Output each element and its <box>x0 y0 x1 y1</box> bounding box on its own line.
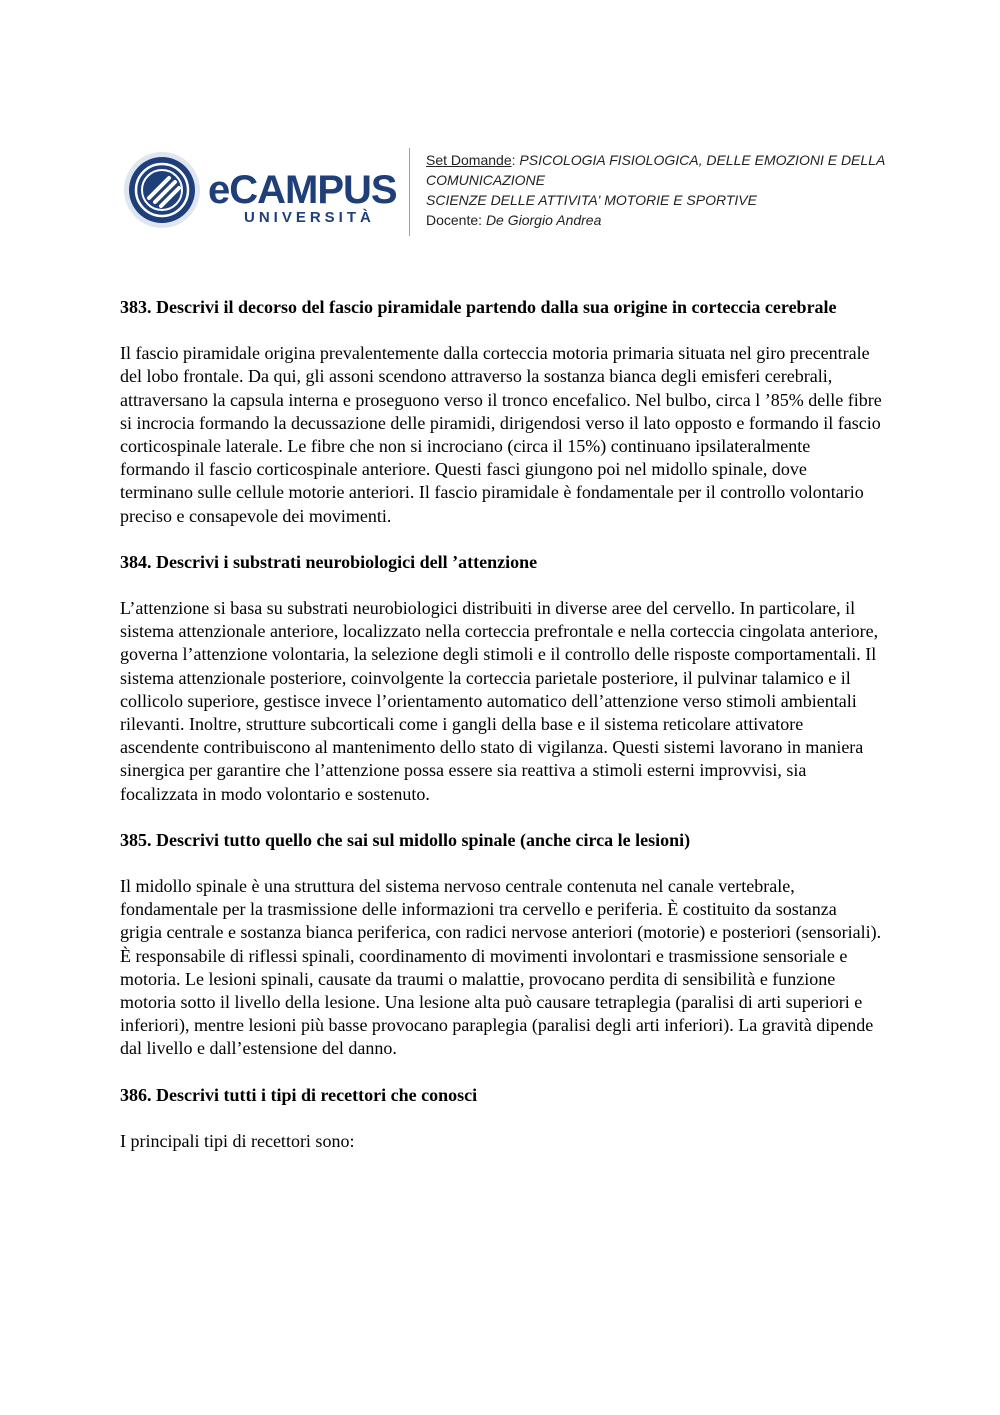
docente-value: De Giorgio Andrea <box>485 212 602 228</box>
header-divider <box>409 148 410 236</box>
ecampus-logo <box>122 148 402 238</box>
document-header <box>122 148 885 238</box>
question-title-383: 383. Descrivi il decorso del fascio piramidale partendo dalla sua origine in corteccia cerebrale <box>120 297 837 317</box>
answer-text-384: L’attenzione si basa su substrati neurobiologici distribuiti in diverse aree del cervello. In particolare, il sistema attenzionale anteriore, localizzato nella corteccia prefrontale e nella corteccia cingolata anteriore, governa l’attenzione volontaria, la selezione degli stimoli e il controllo delle risposte comportamentali. Il sistema attenzionale posteriore, coinvolgente la corteccia parietale posteriore, il pulvinar talamico e il collicolo superiore, gestisce invece l’orientamento automatico dell’attenzione verso stimoli ambientali rilevanti. Inoltre, strutture subcorticali come i gangli della base e il sistema reticolare attivatore ascendente contribuiscono al mantenimento dello stato di vigilanza. Questi sistemi lavorano in maniera sinergica per garantire che l’attenzione possa essere sia reattiva a stimoli esterni improvvisi, sia focalizzata in modo volontario e sostenuto. <box>120 598 879 804</box>
logo-subtitle: UNIVERSITÀ <box>244 209 375 226</box>
question-title-384: 384. Descrivi i substrati neurobiologici dell ’attenzione <box>120 551 538 572</box>
document-body <box>120 296 882 1176</box>
set-separator: : <box>511 152 520 168</box>
logo-wordmark: eCAMPUS <box>208 168 397 212</box>
set-value-1: PSICOLOGIA FISIOLOGICA, DELLE EMOZIONI E DELLA COMUNICAZIONE <box>426 152 885 188</box>
set-label: Set Domande <box>426 152 512 168</box>
docente-line <box>426 210 886 230</box>
header-info <box>426 150 886 230</box>
question-title-386: 386. Descrivi tutti i tipi di recettori che conosci <box>120 1084 478 1105</box>
docente-label: Docente: <box>426 212 486 228</box>
set-line <box>426 150 886 190</box>
set-value-2: SCIENZE DELLE ATTIVITA' MOTORIE E SPORTIVE <box>426 192 757 208</box>
answer-text-386: I principali tipi di recettori sono: <box>120 1130 355 1151</box>
question-title-385: 385. Descrivi tutto quello che sai sul midollo spinale (anche circa le lesioni) <box>120 829 691 850</box>
answer-text-383: Il fascio piramidale origina prevalentemente dalla corteccia motoria primaria situata nel giro precentrale del lobo frontale. Da qui, gli assoni scendono attraverso la sostanza bianca degli emisferi cerebrali, attraversano la capsula interna e proseguono verso il tronco encefalico. Nel bulbo, circa l ’85% delle fibre si incrocia formando la decussazione delle piramidi, dirigendosi verso il lato opposto e formando il fascio corticospinale laterale. Le fibre che non si incrociano (circa il 15%) continuano ipsilateralmente formando il fascio corticospinale anteriore. Questi fasci giungono poi nel midollo spinale, dove terminano sulle cellule motorie anteriori. Il fascio piramidale è fondamentale per il controllo volontario preciso e consapevole dei movimenti. <box>120 343 882 526</box>
ecampus-emblem-icon <box>122 150 202 230</box>
answer-text-385: Il midollo spinale è una struttura del sistema nervoso centrale contenuta nel canale vertebrale, fondamentale per la trasmissione delle informazioni tra cervello e periferia. È costituito da sostanza grigia centrale e sostanza bianca periferica, con radici nervose anteriori (motorie) e posteriori (sensoriali). È responsabile di riflessi spinali, coordinamento di movimenti involontari e trasmissione sensoriale e motoria. Le lesioni spinali, causate da traumi o malattie, provocano perdita di sensibilità e funzione motoria sotto il livello della lesione. Una lesione alta può causare tetraplegia (paralisi di arti superiori e inferiori), mentre lesioni più basse provocano paraplegia (paralisi degli arti inferiori). La gravità dipende dal livello e dall’estensione del danno. <box>120 876 882 1059</box>
set-line-2 <box>426 190 886 210</box>
